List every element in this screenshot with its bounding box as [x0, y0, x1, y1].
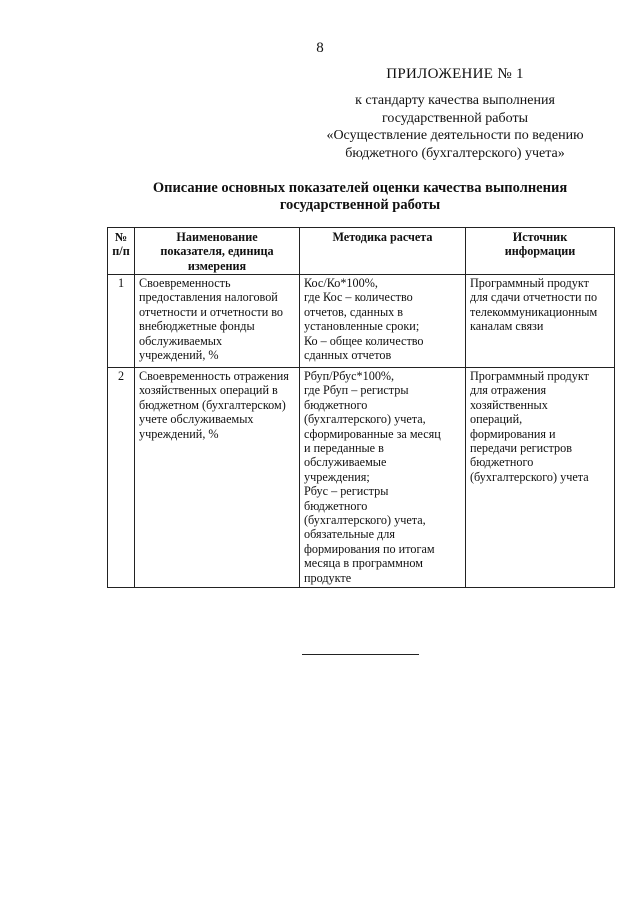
appendix-title: ПРИЛОЖЕНИЕ № 1 [386, 66, 524, 82]
cell-line: для сдачи отчетности по [470, 290, 598, 305]
cell-line: передачи регистров [470, 441, 572, 456]
cell-line: для отражения [470, 383, 547, 398]
cell-line: учреждений, % [139, 348, 219, 363]
cell-line: формирования по итогам [304, 541, 435, 556]
cell-line: (бухгалтерского) учета, [304, 412, 426, 427]
cell-line: сформированные за месяц [304, 426, 441, 441]
information-source-cell [466, 368, 615, 588]
cell-line: обязательные для [304, 527, 395, 542]
cell-line: продукте [304, 570, 352, 585]
cell-line: Своевременность отражения [139, 369, 289, 383]
document-title-line: Описание основных показателей оценки качества выполнения [152, 180, 568, 196]
cell-line: отчетности и отчетности во [139, 304, 284, 319]
cell-line: установленные сроки; [304, 319, 420, 334]
header-indicator-name [135, 228, 300, 275]
cell-line: учреждений, % [139, 426, 219, 441]
appendix-subtitle-line: государственной работы [382, 110, 528, 126]
appendix-subtitle [300, 92, 610, 162]
row-number: 2 [108, 368, 135, 588]
cell-line: телекоммуникационным [470, 304, 598, 319]
end-of-document-rule [302, 654, 419, 655]
cell-line: хозяйственных операций в [139, 383, 278, 398]
cell-line: внебюджетные фонды [139, 319, 255, 334]
cell-line: каналам связи [470, 319, 544, 334]
cell-line: Рбуп/Рбус*100%, [304, 369, 395, 383]
cell-line: учете обслуживаемых [139, 412, 254, 427]
header-line: п/п [112, 244, 130, 259]
appendix-subtitle-line: «Осуществление деятельности по ведению [326, 128, 584, 143]
appendix-subtitle-line: бюджетного (бухгалтерского) учета» [345, 145, 565, 161]
cell-line: Программный продукт [470, 369, 589, 383]
cell-line: (бухгалтерского) учета [470, 469, 589, 484]
cell-line: Ко – общее количество [304, 333, 424, 348]
cell-line: обслуживаемых [139, 333, 223, 348]
cell-line: сданных отчетов [304, 348, 392, 363]
cell-line: формирования и [470, 426, 556, 441]
cell-line: операций, [470, 412, 523, 427]
calculation-method-cell [300, 275, 466, 368]
cell-line: Рбус – регистры [304, 484, 389, 499]
cell-line: хозяйственных [470, 397, 548, 412]
cell-line: учреждения; [304, 469, 370, 484]
header-line: Наименование [176, 230, 258, 244]
cell-line: обслуживаемые [304, 455, 387, 470]
cell-line: (бухгалтерского) учета, [304, 513, 426, 528]
cell-line: и переданные в [304, 441, 384, 456]
page-number: 8 [316, 40, 324, 56]
header-line: Источник [512, 230, 568, 244]
header-line: измерения [187, 258, 247, 273]
calculation-method-cell [300, 368, 466, 588]
indicators-table [107, 227, 615, 588]
header-calculation-method [300, 228, 466, 275]
table-row [108, 275, 615, 368]
appendix-subtitle-line: к стандарту качества выполнения [355, 93, 555, 108]
cell-line: Своевременность [139, 276, 231, 290]
cell-line: месяца в программном [304, 556, 423, 571]
document-title-line: государственной работы [279, 197, 441, 213]
cell-line: где Кос – количество [304, 290, 413, 305]
header-information-source [466, 228, 615, 275]
table-row [108, 368, 615, 588]
cell-line: бюджетного [470, 455, 534, 470]
header-line: показателя, единица [160, 244, 274, 259]
row-number: 1 [108, 275, 135, 368]
document-title [120, 180, 600, 214]
cell-line: Программный продукт [470, 276, 589, 290]
cell-line: отчетов, сданных в [304, 304, 404, 319]
indicator-name-cell [135, 368, 300, 588]
cell-line: Кос/Ко*100%, [304, 276, 378, 290]
header-line: Методика расчета [332, 230, 433, 244]
cell-line: бюджетного [304, 397, 368, 412]
cell-line: бюджетном (бухгалтерском) [139, 397, 286, 412]
cell-line: предоставления налоговой [139, 290, 278, 305]
header-number [108, 228, 135, 275]
table-header-row [108, 228, 615, 275]
header-line: информации [504, 244, 576, 259]
cell-line: бюджетного [304, 498, 368, 513]
information-source-cell [466, 275, 615, 368]
cell-line: где Рбуп – регистры [304, 383, 409, 398]
header-line: № [114, 230, 128, 244]
indicator-name-cell [135, 275, 300, 368]
